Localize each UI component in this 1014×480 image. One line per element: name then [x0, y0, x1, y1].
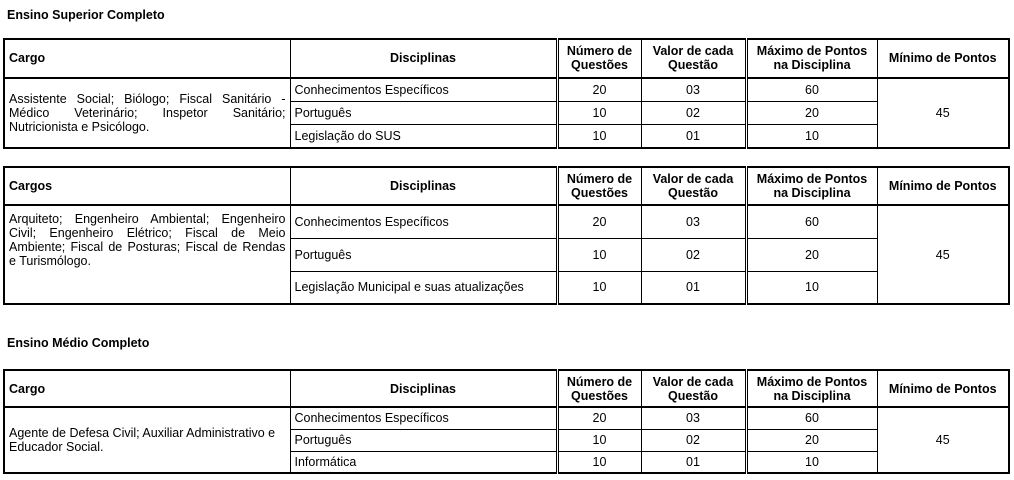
header-cargo: Cargo: [4, 39, 290, 78]
maximo-cell: 20: [746, 101, 877, 124]
questoes-cell: 20: [557, 407, 641, 429]
header-maximo-pontos: Máximo de Pontos na Disciplina: [746, 167, 877, 205]
header-disciplinas: Disciplinas: [290, 167, 557, 205]
cargo-cell: Assistente Social; Biólogo; Fiscal Sanitário - Médico Veterinário; Inspetor Sanitário; Nutricionista e Psicólogo.: [4, 78, 290, 148]
questoes-cell: 20: [557, 78, 641, 101]
valor-cell: 01: [641, 125, 746, 148]
questoes-cell: 10: [557, 101, 641, 124]
valor-cell: 03: [641, 407, 746, 429]
minimo-cell: 45: [877, 78, 1009, 148]
disciplina-cell: Legislação Municipal e suas atualizações: [290, 271, 557, 304]
valor-cell: 01: [641, 451, 746, 473]
header-minimo-pontos: Mínimo de Pontos: [877, 167, 1009, 205]
disciplina-cell: Conhecimentos Específicos: [290, 205, 557, 238]
maximo-cell: 10: [746, 451, 877, 473]
header-maximo-pontos: Máximo de Pontos na Disciplina: [746, 39, 877, 78]
header-disciplinas: Disciplinas: [290, 370, 557, 407]
questoes-cell: 10: [557, 125, 641, 148]
maximo-cell: 20: [746, 429, 877, 451]
questoes-cell: 10: [557, 451, 641, 473]
table-superior-1: [3, 38, 1010, 149]
cargo-cell: Agente de Defesa Civil; Auxiliar Administrativo e Educador Social.: [4, 407, 290, 473]
header-minimo-pontos: Mínimo de Pontos: [877, 370, 1009, 407]
section-heading-medio: Ensino Médio Completo: [7, 336, 150, 350]
maximo-cell: 10: [746, 125, 877, 148]
valor-cell: 01: [641, 271, 746, 304]
header-numero-questoes: Número de Questões: [557, 39, 641, 78]
maximo-cell: 60: [746, 78, 877, 101]
questoes-cell: 20: [557, 205, 641, 238]
disciplina-cell: Conhecimentos Específicos: [290, 78, 557, 101]
header-valor-questao: Valor de cada Questão: [641, 167, 746, 205]
header-minimo-pontos: Mínimo de Pontos: [877, 39, 1009, 78]
minimo-cell: 45: [877, 407, 1009, 473]
valor-cell: 02: [641, 238, 746, 271]
disciplina-cell: Português: [290, 429, 557, 451]
disciplina-cell: Português: [290, 238, 557, 271]
valor-cell: 03: [641, 205, 746, 238]
valor-cell: 02: [641, 101, 746, 124]
maximo-cell: 20: [746, 238, 877, 271]
valor-cell: 03: [641, 78, 746, 101]
table-medio: [3, 369, 1010, 474]
cargo-cell: Arquiteto; Engenheiro Ambiental; Engenheiro Civil; Engenheiro Elétrico; Fiscal de Meio Ambiente; Fiscal de Posturas; Fiscal de Rendas e Turismólogo.: [4, 205, 290, 304]
questoes-cell: 10: [557, 429, 641, 451]
header-valor-questao: Valor de cada Questão: [641, 39, 746, 78]
questoes-cell: 10: [557, 238, 641, 271]
section-heading-superior: Ensino Superior Completo: [7, 8, 165, 22]
table-row: [4, 407, 1009, 429]
disciplina-cell: Conhecimentos Específicos: [290, 407, 557, 429]
header-cargo: Cargo: [4, 370, 290, 407]
table-row: [4, 78, 1009, 101]
table-superior-2: [3, 166, 1010, 305]
header-cargos: Cargos: [4, 167, 290, 205]
header-valor-questao: Valor de cada Questão: [641, 370, 746, 407]
maximo-cell: 60: [746, 407, 877, 429]
header-disciplinas: Disciplinas: [290, 39, 557, 78]
maximo-cell: 10: [746, 271, 877, 304]
header-maximo-pontos: Máximo de Pontos na Disciplina: [746, 370, 877, 407]
disciplina-cell: Português: [290, 101, 557, 124]
valor-cell: 02: [641, 429, 746, 451]
header-numero-questoes: Número de Questões: [557, 370, 641, 407]
questoes-cell: 10: [557, 271, 641, 304]
maximo-cell: 60: [746, 205, 877, 238]
disciplina-cell: Informática: [290, 451, 557, 473]
minimo-cell: 45: [877, 205, 1009, 304]
table-row: [4, 205, 1009, 238]
disciplina-cell: Legislação do SUS: [290, 125, 557, 148]
header-numero-questoes: Número de Questões: [557, 167, 641, 205]
